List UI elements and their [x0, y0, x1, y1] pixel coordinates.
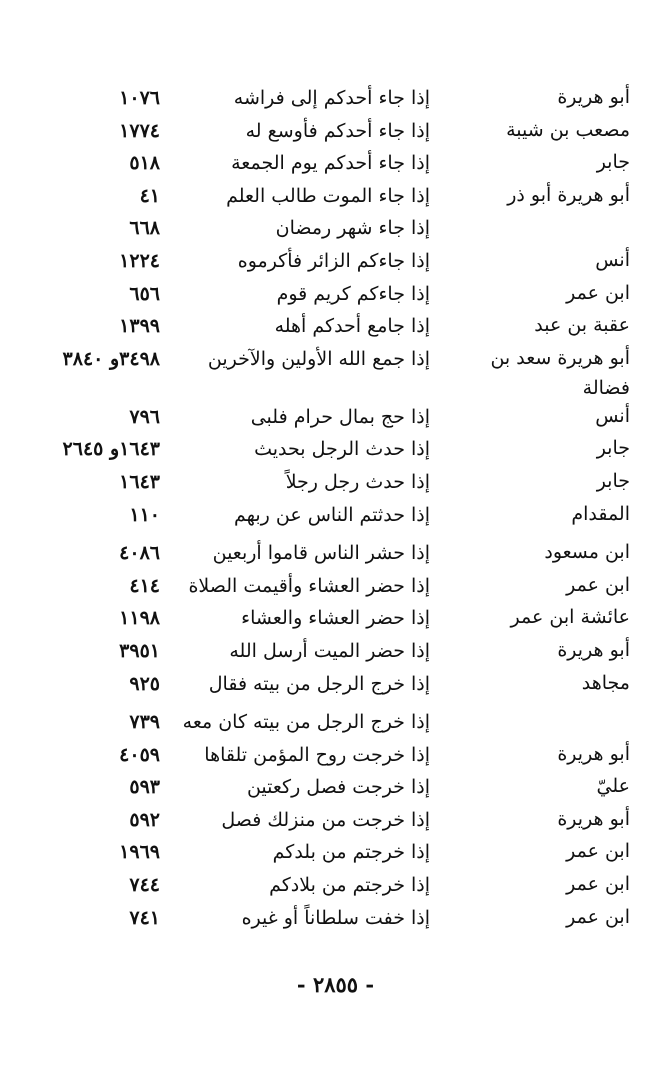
hadith-number: ٩٢٥ — [129, 672, 160, 695]
hadith-number: ١٩٦٩ — [119, 841, 160, 864]
hadith-opening: إذا جامع أحدكم أهله — [274, 315, 430, 338]
index-row — [30, 836, 630, 869]
hadith-number: ١٠٧٦ — [119, 87, 160, 109]
hadith-opening: إذا خرجت روح المؤمن تلقاها — [204, 743, 430, 766]
hadith-opening: إذا جاءكم الزائر فأكرموه — [237, 249, 430, 272]
narrator-name: عقبة بن عبد — [534, 314, 630, 337]
hadith-number: ١١٩٨ — [119, 607, 160, 630]
hadith-opening: إذا جاء أحدكم إلى فراشه — [233, 87, 430, 109]
narrator-name: أبو هريرة أبو ذر — [507, 183, 630, 206]
hadith-number: ٣٤٩٨و ٣٨٤٠ — [62, 347, 160, 370]
narrator-name: أنس — [595, 248, 630, 271]
index-row — [30, 706, 630, 739]
hadith-opening: إذا حضر العشاء وأقيمت الصلاة — [188, 574, 430, 597]
hadith-number: ٧٩٦ — [129, 405, 160, 428]
hadith-number: ٤٠٥٩ — [119, 743, 160, 766]
narrator-name: أبو هريرة — [557, 86, 630, 108]
hadith-number: ٥١٨ — [129, 152, 160, 175]
hadith-opening: إذا جمع الله الأولين والآخرين — [207, 347, 430, 370]
hadith-number: ٤١ — [139, 184, 160, 207]
index-row — [30, 668, 630, 701]
index-row — [30, 82, 630, 115]
index-row — [30, 602, 630, 635]
index-row — [30, 635, 630, 668]
hadith-opening: إذا خرجتم من بلدكم — [272, 841, 430, 864]
hadith-opening: إذا حدث الرجل بحديث — [254, 438, 430, 461]
hadith-number: ٦٥٦ — [129, 282, 160, 305]
hadith-number: ٦٦٨ — [129, 217, 160, 240]
hadith-number: ٣٩٥١ — [119, 639, 160, 662]
narrator-name: أبو هريرة — [557, 742, 630, 765]
hadith-opening: إذا حشر الناس قاموا أربعين — [212, 542, 430, 565]
narrator-name: جابر — [596, 151, 630, 174]
hadith-opening: إذا حضر الميت أرسل الله — [229, 639, 430, 662]
index-row — [30, 499, 630, 532]
narrator-name: مصعب بن شيبة — [506, 118, 630, 141]
hadith-number: ١٦٤٣و ٢٦٤٥ — [62, 438, 160, 461]
hadith-opening: إذا حضر العشاء والعشاء — [241, 607, 430, 630]
hadith-number: ٥٩٢ — [129, 808, 160, 831]
hadith-opening: إذا خفت سلطاناً أو غيره — [241, 906, 430, 929]
index-row — [30, 902, 630, 935]
hadith-number: ٤١٤ — [129, 574, 160, 597]
narrator-name: جابر — [596, 469, 630, 492]
index-row — [30, 343, 630, 401]
hadith-opening: إذا جاء شهر رمضان — [275, 217, 430, 240]
hadith-opening: إذا خرج الرجل من بيته كان معه — [182, 711, 430, 734]
index-row — [30, 804, 630, 837]
index-row — [30, 212, 630, 245]
hadith-number: ١٢٢٤ — [119, 249, 160, 272]
hadith-number: ١٧٧٤ — [119, 119, 160, 142]
narrator-name: ابن مسعود — [544, 541, 630, 564]
index-row — [30, 869, 630, 902]
narrator-name: ابن عمر — [566, 873, 630, 896]
narrator-name: ابن عمر — [566, 905, 630, 928]
hadith-opening: إذا حدث رجل رجلاً — [285, 470, 430, 493]
hadith-number: ١٦٤٣ — [119, 470, 160, 493]
index-row — [30, 433, 630, 466]
hadith-number: ١٣٩٩ — [119, 315, 160, 338]
narrator-name: عليّ — [596, 775, 630, 798]
index-row — [30, 537, 630, 570]
hadith-number: ١١٠ — [129, 503, 160, 526]
narrator-name: مجاهد — [581, 671, 630, 694]
hadith-opening: إذا خرج الرجل من بيته فقال — [208, 672, 430, 695]
page-number: - ٢٨٥٥ - — [296, 972, 375, 997]
hadith-opening: إذا خرجتم من بلادكم — [269, 874, 430, 897]
index-row — [30, 570, 630, 603]
index-row — [30, 147, 630, 180]
index-row — [30, 466, 630, 499]
narrator-name: عائشة ابن عمر — [510, 606, 630, 629]
hadith-opening: إذا جاء الموت طالب العلم — [226, 184, 430, 207]
hadith-number: ٤٠٨٦ — [119, 542, 160, 565]
hadith-index-table — [30, 82, 630, 934]
hadith-opening: إذا حج بمال حرام فلبى — [250, 405, 430, 428]
index-row — [30, 771, 630, 804]
narrator-name: أنس — [595, 404, 630, 427]
index-row — [30, 115, 630, 148]
index-row — [30, 310, 630, 343]
narrator-name: أبو هريرة — [557, 807, 630, 830]
hadith-number: ٧٤١ — [129, 906, 160, 929]
hadith-opening: إذا جاء أحدكم فأوسع له — [245, 119, 430, 142]
narrator-name: جابر — [596, 437, 630, 460]
hadith-number: ٧٣٩ — [129, 711, 160, 734]
narrator-name: ابن عمر — [566, 840, 630, 863]
narrator-name: المقدام — [571, 502, 630, 525]
hadith-opening: إذا جاءكم كريم قوم — [276, 282, 430, 305]
narrator-name: ابن عمر — [566, 573, 630, 596]
index-row — [30, 278, 630, 311]
narrator-name: أبو هريرة سعد بن فضالة — [490, 346, 630, 399]
narrator-name: ابن عمر — [566, 281, 630, 304]
index-row — [30, 401, 630, 434]
hadith-opening: إذا حدثتم الناس عن ربهم — [233, 503, 430, 526]
narrator-name: أبو هريرة — [557, 638, 630, 661]
hadith-opening: إذا خرجت فصل ركعتين — [246, 776, 430, 799]
index-row — [30, 739, 630, 772]
hadith-opening: إذا خرجت من منزلك فصل — [221, 808, 430, 831]
index-row — [30, 180, 630, 213]
hadith-number: ٥٩٣ — [129, 776, 160, 799]
hadith-number: ٧٤٤ — [129, 874, 160, 897]
hadith-opening: إذا جاء أحدكم يوم الجمعة — [231, 152, 430, 175]
index-row — [30, 245, 630, 278]
